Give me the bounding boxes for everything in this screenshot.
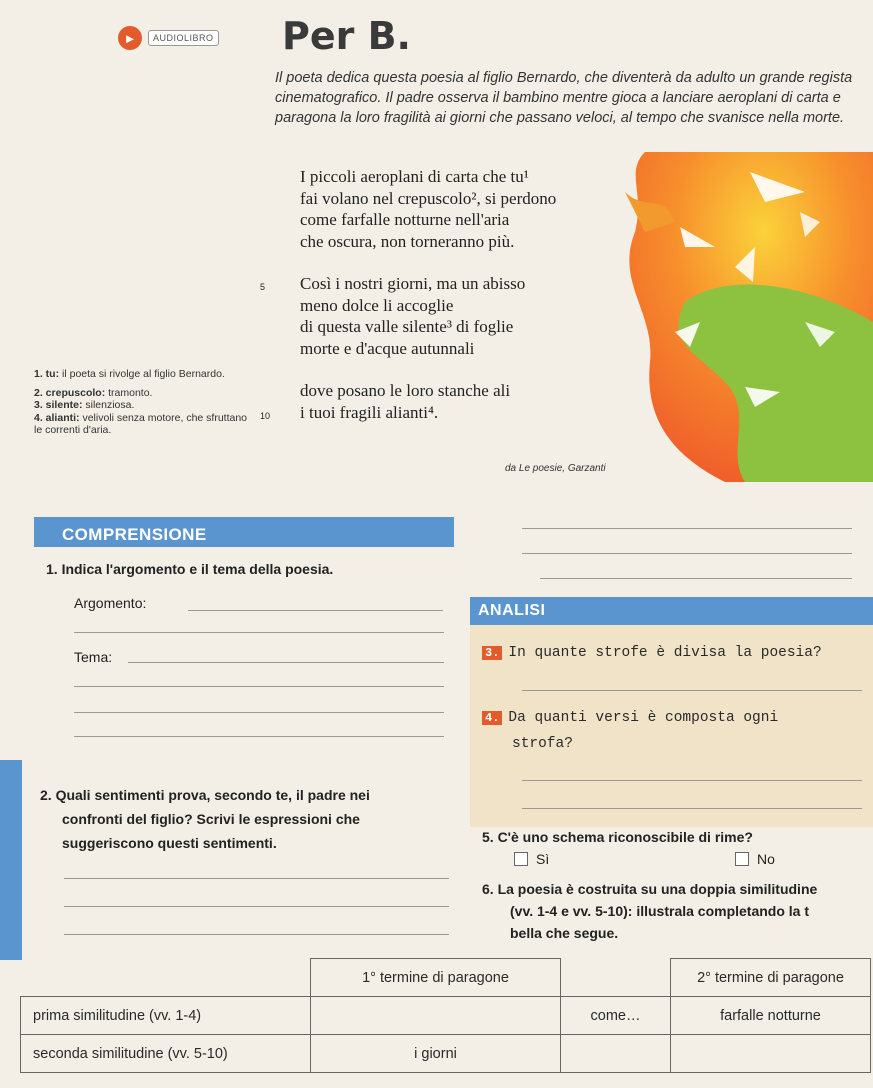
row-label-2: seconda similitudine (vv. 5-10) bbox=[21, 1035, 311, 1073]
checkbox-si[interactable] bbox=[514, 852, 528, 866]
q2-answer-line[interactable] bbox=[64, 934, 449, 935]
answer-line[interactable] bbox=[522, 528, 852, 529]
q2-answer-line[interactable] bbox=[64, 878, 449, 879]
poem-line-5: 5 Così i nostri giorni, ma un abisso bbox=[300, 273, 640, 295]
argomento-answer-line[interactable] bbox=[188, 610, 443, 611]
tema-label: Tema: bbox=[74, 649, 113, 665]
footnote: 2. crepuscolo: tramonto. bbox=[34, 386, 153, 399]
comprensione-title: COMPRENSIONE bbox=[62, 525, 207, 544]
empty-cell bbox=[21, 959, 311, 997]
come-cell: come… bbox=[561, 997, 671, 1035]
q2-answer-line[interactable] bbox=[64, 906, 449, 907]
question-6: 6. La poesia è costruita su una doppia similitudine (vv. 1-4 e vv. 5-10): illustrala completando la t bella che segue. bbox=[482, 881, 818, 941]
poem-stanza-1 bbox=[300, 166, 640, 252]
footnote: 4. alianti: velivoli senza motore, che sfruttano le correnti d'aria. bbox=[34, 411, 248, 436]
poem-line: come farfalle notturne nell'aria bbox=[300, 210, 510, 229]
question-number: 4. bbox=[482, 711, 502, 725]
argomento-answer-line[interactable] bbox=[74, 632, 444, 633]
answer-line[interactable] bbox=[540, 578, 852, 579]
poem-line: che oscura, non torneranno più. bbox=[300, 231, 515, 251]
poem-line: I piccoli aeroplani di carta che tu¹ bbox=[300, 167, 529, 186]
page-title: Per B. bbox=[282, 14, 411, 58]
poem-stanza-2 bbox=[260, 273, 640, 359]
poem-line: di questa valle silente³ di foglie bbox=[300, 317, 514, 336]
answer-cell[interactable] bbox=[671, 1035, 871, 1073]
tema-answer-line[interactable] bbox=[128, 662, 444, 663]
checkbox-no[interactable] bbox=[735, 852, 749, 866]
line-number: 10 bbox=[260, 410, 271, 421]
question-3: 3. In quante strofe è divisa la poesia? bbox=[482, 645, 822, 661]
q4-answer-line[interactable] bbox=[522, 808, 862, 809]
poem-source: da Le poesie, Garzanti bbox=[505, 463, 606, 474]
poem-line-10: 10 i tuoi fragili alianti⁴. bbox=[300, 402, 640, 424]
q3-answer-line[interactable] bbox=[522, 690, 862, 691]
tema-answer-line[interactable] bbox=[74, 712, 444, 713]
audiobook-label: AUDIOLIBRO bbox=[148, 30, 219, 46]
question-number: 3. bbox=[482, 646, 502, 660]
poem-stanza-3 bbox=[260, 380, 640, 423]
audiobook-badge[interactable] bbox=[118, 26, 219, 50]
poem bbox=[260, 166, 640, 444]
question-1: 1. Indica l'argomento e il tema della poesia. bbox=[46, 561, 334, 577]
intro-text: Il poeta dedica questa poesia al figlio Bernardo, che diventerà da adulto un grande regista cinematografico. Il padre osserva il bambino mentre gioca a lanciare aeroplani di carta e paragona la loro fragilità ai giorni che passano veloci, al tempo che svanisce nella morte. bbox=[275, 70, 853, 126]
answer-cell[interactable] bbox=[311, 997, 561, 1035]
poem-line: morte e d'acque autunnali bbox=[300, 338, 475, 358]
answer-line[interactable] bbox=[522, 553, 852, 554]
option-no[interactable]: No bbox=[735, 850, 775, 869]
tema-answer-line[interactable] bbox=[74, 686, 444, 687]
poem-line: meno dolce li accoglie bbox=[300, 295, 454, 315]
tema-answer-line[interactable] bbox=[74, 736, 444, 737]
q4-answer-line[interactable] bbox=[522, 780, 862, 781]
poem-line: fai volano nel crepuscolo², si perdono bbox=[300, 188, 557, 208]
empty-cell bbox=[561, 959, 671, 997]
question-5: 5. C'è uno schema riconoscibile di rime? bbox=[482, 829, 753, 845]
footnotes bbox=[34, 368, 249, 437]
option-si[interactable]: Sì bbox=[514, 850, 549, 869]
question-4: 4. Da quanti versi è composta ogni bbox=[482, 710, 778, 726]
similitudine-table bbox=[20, 958, 871, 1073]
question-4-cont: strofa? bbox=[512, 736, 573, 752]
question-2: 2. Quali sentimenti prova, secondo te, il padre nei confronti del figlio? Scrivi le espressioni che suggeriscono questi sentimenti. bbox=[40, 787, 370, 851]
line-number: 5 bbox=[260, 282, 266, 292]
term-2-cell: farfalle notturne bbox=[671, 997, 871, 1035]
paper-planes-illustration bbox=[605, 152, 873, 482]
footnote: 1. tu: il poeta si rivolge al figlio Bernardo. bbox=[34, 368, 225, 380]
header-term-1: 1° termine di paragone bbox=[311, 959, 561, 997]
footnote: 3. silente: silenziosa. bbox=[34, 399, 135, 411]
side-tab bbox=[0, 760, 22, 960]
argomento-label: Argomento: bbox=[74, 595, 147, 611]
speaker-icon[interactable]: ► bbox=[118, 26, 142, 50]
row-label-1: prima similitudine (vv. 1-4) bbox=[21, 997, 311, 1035]
poem-line: dove posano le loro stanche ali bbox=[300, 381, 511, 400]
empty-cell bbox=[561, 1035, 671, 1073]
analisi-title: ANALISI bbox=[478, 602, 546, 619]
term-1-cell: i giorni bbox=[311, 1035, 561, 1073]
header-term-2: 2° termine di paragone bbox=[671, 959, 871, 997]
